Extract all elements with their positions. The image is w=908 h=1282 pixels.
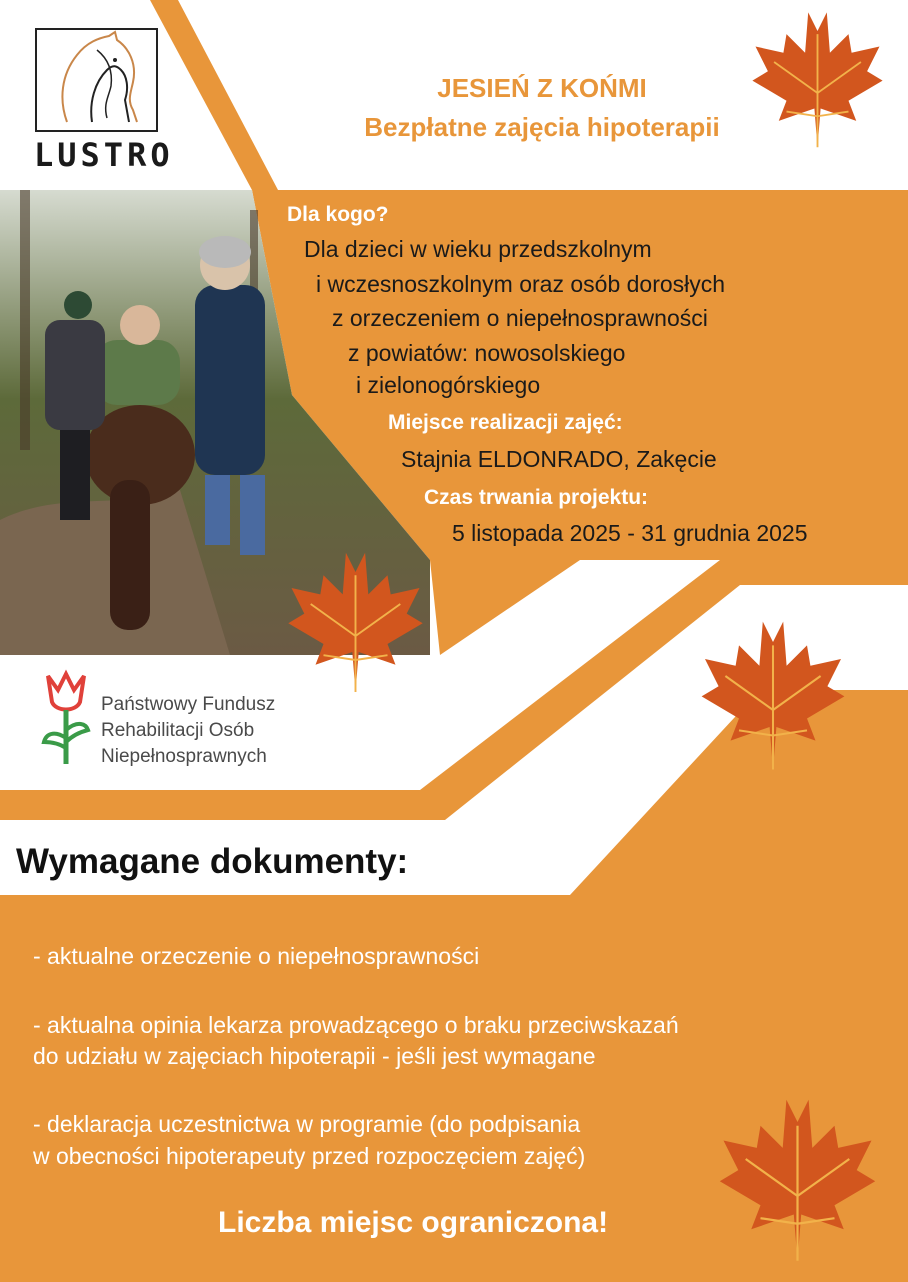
document-item: w obecności hipoterapeuty przed rozpoczęciem zajęć) — [33, 1143, 586, 1169]
sponsor-name — [101, 692, 275, 770]
document-item: - aktualna opinia lekarza prowadzącego o braku przeciwskazań — [33, 1012, 679, 1038]
place-value: Stajnia ELDONRADO, Zakęcie — [401, 446, 717, 472]
duration-value: 5 listopada 2025 - 31 grudnia 2025 — [452, 520, 808, 546]
sponsor-name-line: Niepełnosprawnych — [101, 746, 267, 767]
tulip-logo-icon — [40, 668, 92, 768]
maple-leaf-icon — [735, 0, 900, 155]
document-item: - aktualne orzeczenie o niepełnosprawności — [33, 943, 480, 969]
lustro-brand-text: LUSTRO — [34, 136, 174, 174]
limited-spots-notice: Liczba miejsc ograniczona! — [218, 1206, 609, 1239]
maple-leaf-icon — [688, 608, 858, 778]
page-title: JESIEŃ Z KOŃMI — [437, 73, 647, 103]
lustro-logo-frame — [35, 28, 158, 132]
document-item: do udziału w zajęciach hipoterapii - jeśli jest wymagane — [33, 1043, 596, 1069]
for-whom-label: Dla kogo? — [287, 203, 389, 226]
for-whom-line: i zielonogórskiego — [356, 372, 541, 398]
sponsor-name-line: Państwowy Fundusz — [101, 694, 276, 715]
page-subtitle: Bezpłatne zajęcia hipoterapii — [364, 112, 720, 142]
maple-leaf-icon — [268, 540, 443, 700]
for-whom-line: z powiatów: nowosolskiego — [348, 340, 626, 366]
duration-label: Czas trwania projektu: — [424, 486, 649, 509]
place-label: Miejsce realizacji zajęć: — [388, 411, 623, 434]
for-whom-line: i wczesnoszkolnym oraz osób dorosłych — [316, 271, 726, 297]
document-item: - deklaracja uczestnictwa w programie (do podpisania — [33, 1111, 581, 1137]
sponsor-name-line: Rehabilitacji Osób — [101, 720, 255, 741]
horse-logo-icon — [37, 30, 156, 130]
for-whom-line: z orzeczeniem o niepełnosprawności — [332, 305, 708, 331]
maple-leaf-icon — [705, 1085, 890, 1270]
for-whom-line: Dla dzieci w wieku przedszkolnym — [304, 236, 652, 262]
documents-heading: Wymagane dokumenty: — [16, 842, 409, 881]
